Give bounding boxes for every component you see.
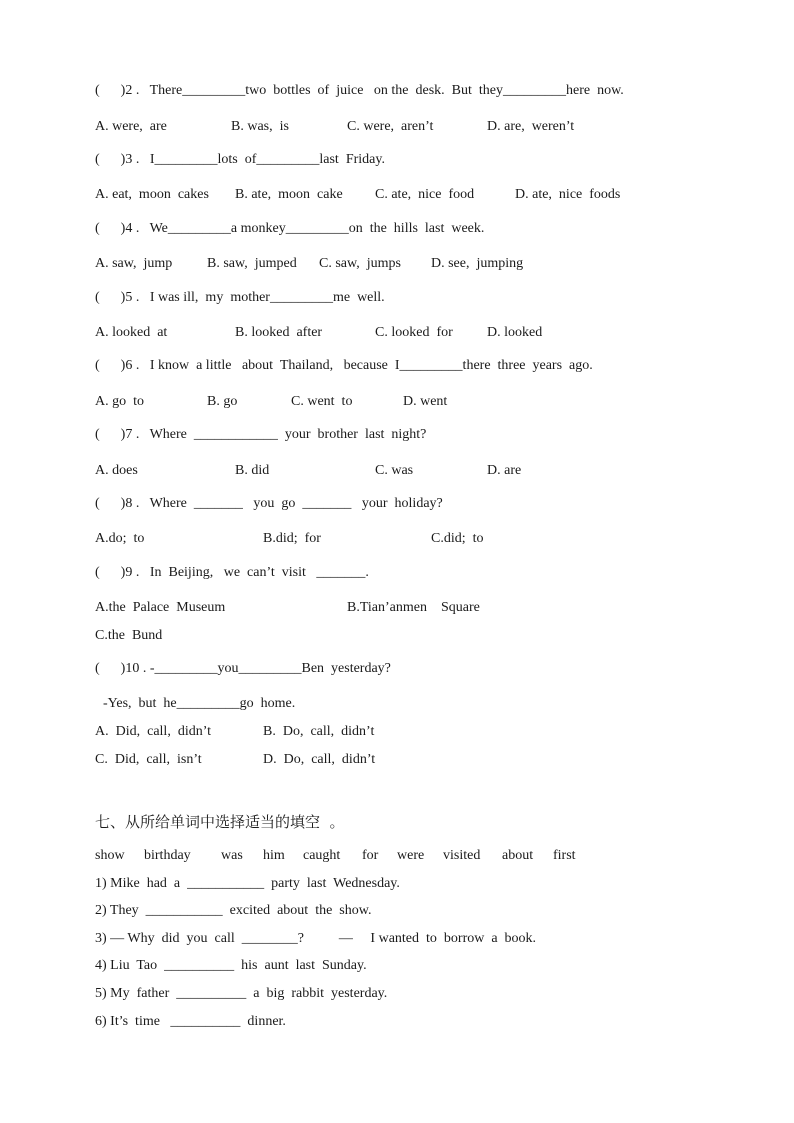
question-4-stem: ( )4 . We_________a monkey_________on the hills last week.: [95, 221, 485, 236]
question-8-option-a: A.do; to: [95, 531, 145, 546]
question-8-option-c: C.did; to: [431, 531, 484, 546]
question-5-option-a: A. looked at: [95, 325, 168, 340]
question-8-option-b: B.did; for: [263, 531, 321, 546]
question-7-stem: ( )7 . Where ____________ your brother last night?: [95, 427, 427, 442]
question-9-option-b: B.Tian’anmen Square: [347, 600, 480, 615]
question-6-option-a: A. go to: [95, 394, 144, 409]
question-7-option-b: B. did: [235, 463, 270, 478]
question-5-stem: ( )5 . I was ill, my mother_________me well.: [95, 290, 385, 305]
fill-blank-item-6: 6) It’s time __________ dinner.: [95, 1014, 286, 1029]
question-3-option-a: A. eat, moon cakes: [95, 187, 209, 202]
question-4-option-d: D. see, jumping: [431, 256, 524, 271]
word-bank-word: him: [263, 848, 285, 863]
question-5-option-c: C. looked for: [375, 325, 453, 340]
question-4-option-a: A. saw, jump: [95, 256, 173, 271]
question-2-stem: ( )2 . There_________two bottles of juice on the desk. But they_________here now.: [95, 83, 624, 98]
question-7-option-d: D. are: [487, 463, 522, 478]
word-bank-word: for: [362, 848, 379, 863]
question-9-option-c: C.the Bund: [95, 628, 163, 643]
question-2-option-d: D. are, weren’t: [487, 119, 575, 134]
fill-blank-item-2: 2) They ___________ excited about the show.: [95, 903, 372, 918]
question-2-option-c: C. were, aren’t: [347, 119, 434, 134]
fill-blank-item-3: 3) — Why did you call ________? — I wanted to borrow a book.: [95, 931, 537, 946]
question-6-option-d: D. went: [403, 394, 448, 409]
question-10-option-d: D. Do, call, didn’t: [263, 752, 376, 767]
word-bank-word: show: [95, 848, 125, 863]
word-bank-word: birthday: [144, 848, 191, 863]
question-6-stem: ( )6 . I know a little about Thailand, because I_________there three years ago.: [95, 358, 593, 373]
question-8-stem: ( )8 . Where _______ you go _______ your holiday?: [95, 496, 443, 511]
word-bank-word: visited: [443, 848, 481, 863]
question-3-option-d: D. ate, nice foods: [515, 187, 621, 202]
question-3-option-b: B. ate, moon cake: [235, 187, 343, 202]
question-4-option-c: C. saw, jumps: [319, 256, 401, 271]
word-bank-word: caught: [303, 848, 341, 863]
question-6-option-c: C. went to: [291, 394, 353, 409]
question-9-option-a: A.the Palace Museum: [95, 600, 226, 615]
question-3-option-c: C. ate, nice food: [375, 187, 475, 202]
question-10-option-a: A. Did, call, didn’t: [95, 724, 212, 739]
word-bank-word: was: [221, 848, 243, 863]
question-4-option-b: B. saw, jumped: [207, 256, 297, 271]
question-2-option-a: A. were, are: [95, 119, 167, 134]
question-9-stem: ( )9 . In Beijing, we can’t visit _______.: [95, 565, 369, 580]
question-7-option-a: A. does: [95, 463, 138, 478]
question-5-option-b: B. looked after: [235, 325, 323, 340]
fill-blank-item-4: 4) Liu Tao __________ his aunt last Sunday.: [95, 958, 367, 973]
word-bank-word: about: [502, 848, 534, 863]
fill-blank-item-5: 5) My father __________ a big rabbit yesterday.: [95, 986, 388, 1001]
question-10-dialogue: -Yes, but he_________go home.: [103, 696, 296, 711]
section-7-title: 七、从所给单词中选择适当的填空 。: [95, 813, 345, 831]
fill-blank-item-1: 1) Mike had a ___________ party last Wednesday.: [95, 876, 400, 891]
question-6-option-b: B. go: [207, 394, 238, 409]
question-2-option-b: B. was, is: [231, 119, 289, 134]
question-5-option-d: D. looked: [487, 325, 543, 340]
word-bank-word: first: [553, 848, 576, 863]
question-10-option-b: B. Do, call, didn’t: [263, 724, 375, 739]
word-bank-word: were: [397, 848, 425, 863]
question-10-stem: ( )10 . -_________you_________Ben yesterday?: [95, 661, 391, 676]
question-7-option-c: C. was: [375, 463, 414, 478]
question-10-option-c: C. Did, call, isn’t: [95, 752, 202, 767]
question-3-stem: ( )3 . I_________lots of_________last Friday.: [95, 152, 385, 167]
